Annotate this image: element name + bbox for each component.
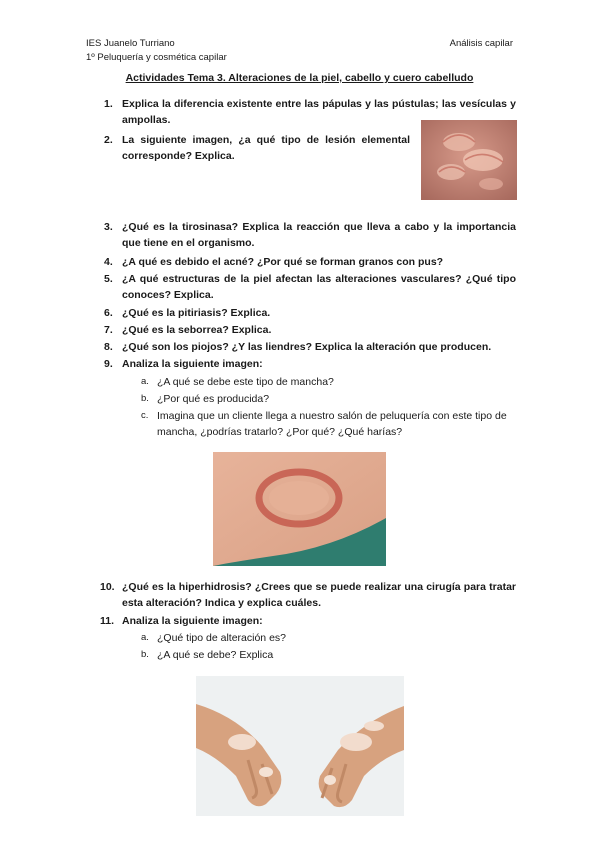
q11-sub-b: [141, 647, 517, 663]
question-text: Analiza la siguiente imagen:: [122, 358, 263, 370]
question-text: Explica la diferencia existente entre las pápulas y las pústulas; las vesículas y ampollas.: [122, 98, 516, 126]
sub-letter: a.: [141, 632, 149, 643]
question-number: 1.: [104, 98, 113, 110]
question-text: ¿Qué es la seborrea? Explica.: [122, 324, 272, 336]
question-8: [104, 339, 516, 355]
q9-sub-b: [141, 391, 517, 407]
question-10: [100, 579, 516, 611]
sub-text: Imagina que un cliente llega a nuestro salón de peluquería con este tipo de mancha, ¿podrías tratarlo? ¿Por qué? ¿Qué harías?: [157, 410, 507, 438]
question-number: 4.: [104, 256, 113, 268]
question-3: [104, 219, 516, 251]
question-6: [104, 305, 516, 321]
school-name: IES Juanelo Turriano: [86, 38, 175, 49]
header-left: [86, 37, 227, 65]
question-number: 11.: [100, 615, 115, 627]
question-text: ¿Qué es la pitiriasis? Explica.: [122, 307, 271, 319]
question-9: [104, 356, 516, 372]
question-5: [104, 271, 516, 303]
question-number: 5.: [104, 273, 113, 285]
question-text: ¿A qué estructuras de la piel afectan las alteraciones vasculares? ¿Qué tipo conoces? Explica.: [122, 273, 516, 301]
question-2: [104, 132, 410, 164]
sub-letter: c.: [141, 410, 149, 421]
question-number: 6.: [104, 307, 113, 319]
subject-name: Análisis capilar: [449, 38, 513, 49]
question-text: ¿Qué son los piojos? ¿Y las liendres? Explica la alteración que producen.: [122, 341, 492, 353]
question-number: 3.: [104, 221, 113, 233]
course-name: 1º Peluquería y cosmética capilar: [86, 52, 227, 63]
question-number: 2.: [104, 134, 113, 146]
question-text: ¿A qué es debido el acné? ¿Por qué se forman granos con pus?: [122, 256, 444, 268]
q11-sub-a: [141, 630, 517, 646]
sub-letter: a.: [141, 376, 149, 387]
hives-photo: [421, 120, 517, 200]
question-text: ¿Qué es la hiperhidrosis? ¿Crees que se puede realizar una cirugía para tratar esta alteración? Indica y explica cuáles.: [122, 581, 516, 609]
q9-sub-a: [141, 374, 517, 390]
question-number: 7.: [104, 324, 113, 336]
page-title: Actividades Tema 3. Alteraciones de la piel, cabello y cuero cabelludo: [125, 72, 474, 84]
question-4: [104, 254, 516, 270]
question-11: [100, 613, 516, 629]
q9-sub-c: [141, 408, 517, 440]
question-7: [104, 322, 516, 338]
question-number: 8.: [104, 341, 113, 353]
sub-text: ¿A qué se debe? Explica: [157, 649, 274, 661]
sub-text: ¿Qué tipo de alteración es?: [157, 632, 286, 644]
sub-letter: b.: [141, 393, 149, 404]
question-number: 9.: [104, 358, 113, 370]
question-text: ¿Qué es la tirosinasa? Explica la reacción que lleva a cabo y la importancia que tiene en el organismo.: [122, 221, 516, 249]
question-text: La siguiente imagen, ¿a qué tipo de lesión elemental corresponde? Explica.: [122, 134, 410, 162]
vitiligo-hands-photo: [196, 676, 404, 816]
sub-text: ¿A qué se debe este tipo de mancha?: [157, 376, 334, 388]
question-text: Analiza la siguiente imagen:: [122, 615, 263, 627]
question-number: 10.: [100, 581, 115, 593]
sub-letter: b.: [141, 649, 149, 660]
sub-text: ¿Por qué es producida?: [157, 393, 270, 405]
ringworm-photo: [213, 452, 386, 566]
